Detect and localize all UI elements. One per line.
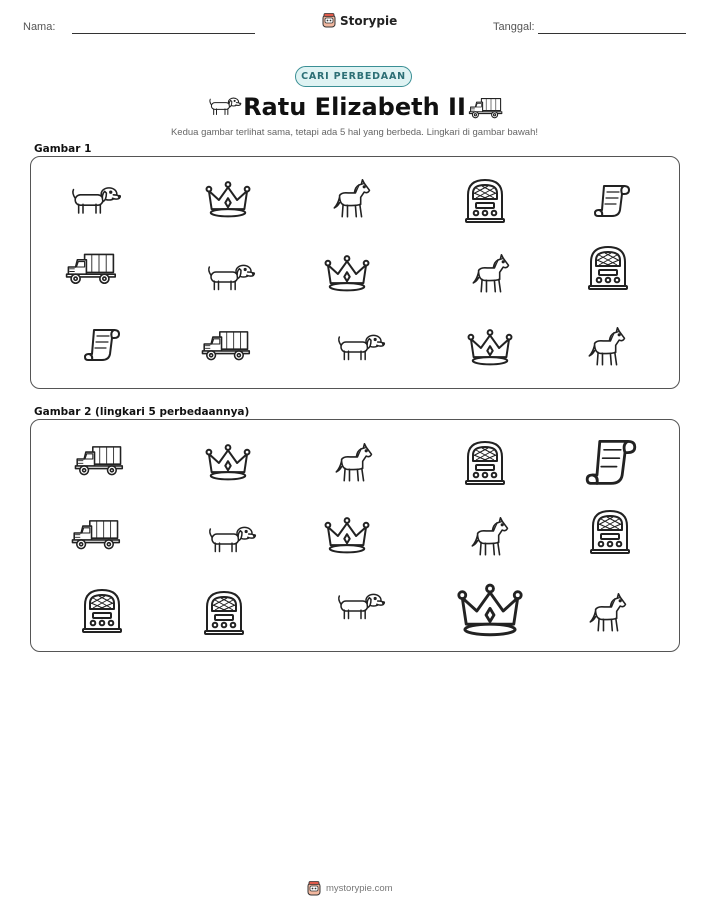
dog-icon[interactable] <box>320 580 402 632</box>
crown-icon[interactable] <box>306 248 388 300</box>
footer <box>307 881 393 896</box>
scroll-icon[interactable] <box>571 174 653 226</box>
radio-icon[interactable] <box>444 174 526 226</box>
storypie-mascot-icon <box>307 881 321 896</box>
scroll-icon[interactable] <box>61 318 143 370</box>
dog-icon[interactable] <box>191 513 273 565</box>
radio-icon[interactable] <box>444 436 526 488</box>
storypie-mascot-icon <box>322 13 336 28</box>
truck-icon <box>467 94 503 120</box>
footer-url[interactable]: mystorypie.com <box>326 883 393 894</box>
truck-icon[interactable] <box>54 507 136 559</box>
horse-icon[interactable] <box>310 174 392 226</box>
radio-icon[interactable] <box>567 241 649 293</box>
dog-icon[interactable] <box>320 321 402 373</box>
crown-icon-large[interactable] <box>449 576 531 646</box>
horse-icon[interactable] <box>448 512 530 564</box>
page-title: Ratu Elizabeth II <box>243 93 466 121</box>
date-field[interactable] <box>538 33 686 34</box>
panel-2-label: Gambar 2 (lingkari 5 perbedaannya) <box>34 406 250 418</box>
horse-icon[interactable] <box>449 249 531 301</box>
dog-icon[interactable] <box>55 174 137 226</box>
crown-icon[interactable] <box>306 510 388 562</box>
date-label: Tanggal: <box>493 21 535 33</box>
activity-badge: CARI PERBEDAAN <box>295 66 412 87</box>
dog-icon[interactable] <box>190 251 272 303</box>
radio-icon[interactable] <box>61 584 143 636</box>
truck-icon[interactable] <box>57 433 139 485</box>
instructions: Kedua gambar terlihat sama, tetapi ada 5 hal yang berbeda. Lingkari di gambar bawah! <box>170 127 539 138</box>
brand-name: Storypie <box>340 13 398 28</box>
truck-icon[interactable] <box>49 241 131 293</box>
truck-icon[interactable] <box>184 318 266 370</box>
horse-icon[interactable] <box>566 588 648 640</box>
horse-icon[interactable] <box>312 438 394 490</box>
crown-icon[interactable] <box>187 437 269 489</box>
picture-2-panel <box>30 419 680 652</box>
radio-icon[interactable] <box>183 586 265 638</box>
picture-1-panel <box>30 156 680 389</box>
crown-icon[interactable] <box>187 174 269 226</box>
name-label: Nama: <box>23 21 56 33</box>
crown-icon[interactable] <box>449 322 531 374</box>
name-field[interactable] <box>72 33 255 34</box>
horse-icon[interactable] <box>565 322 647 374</box>
panel-1-label: Gambar 1 <box>34 143 92 155</box>
brand-logo <box>322 13 397 28</box>
radio-icon[interactable] <box>569 505 651 557</box>
scroll-icon-large[interactable] <box>570 430 652 492</box>
